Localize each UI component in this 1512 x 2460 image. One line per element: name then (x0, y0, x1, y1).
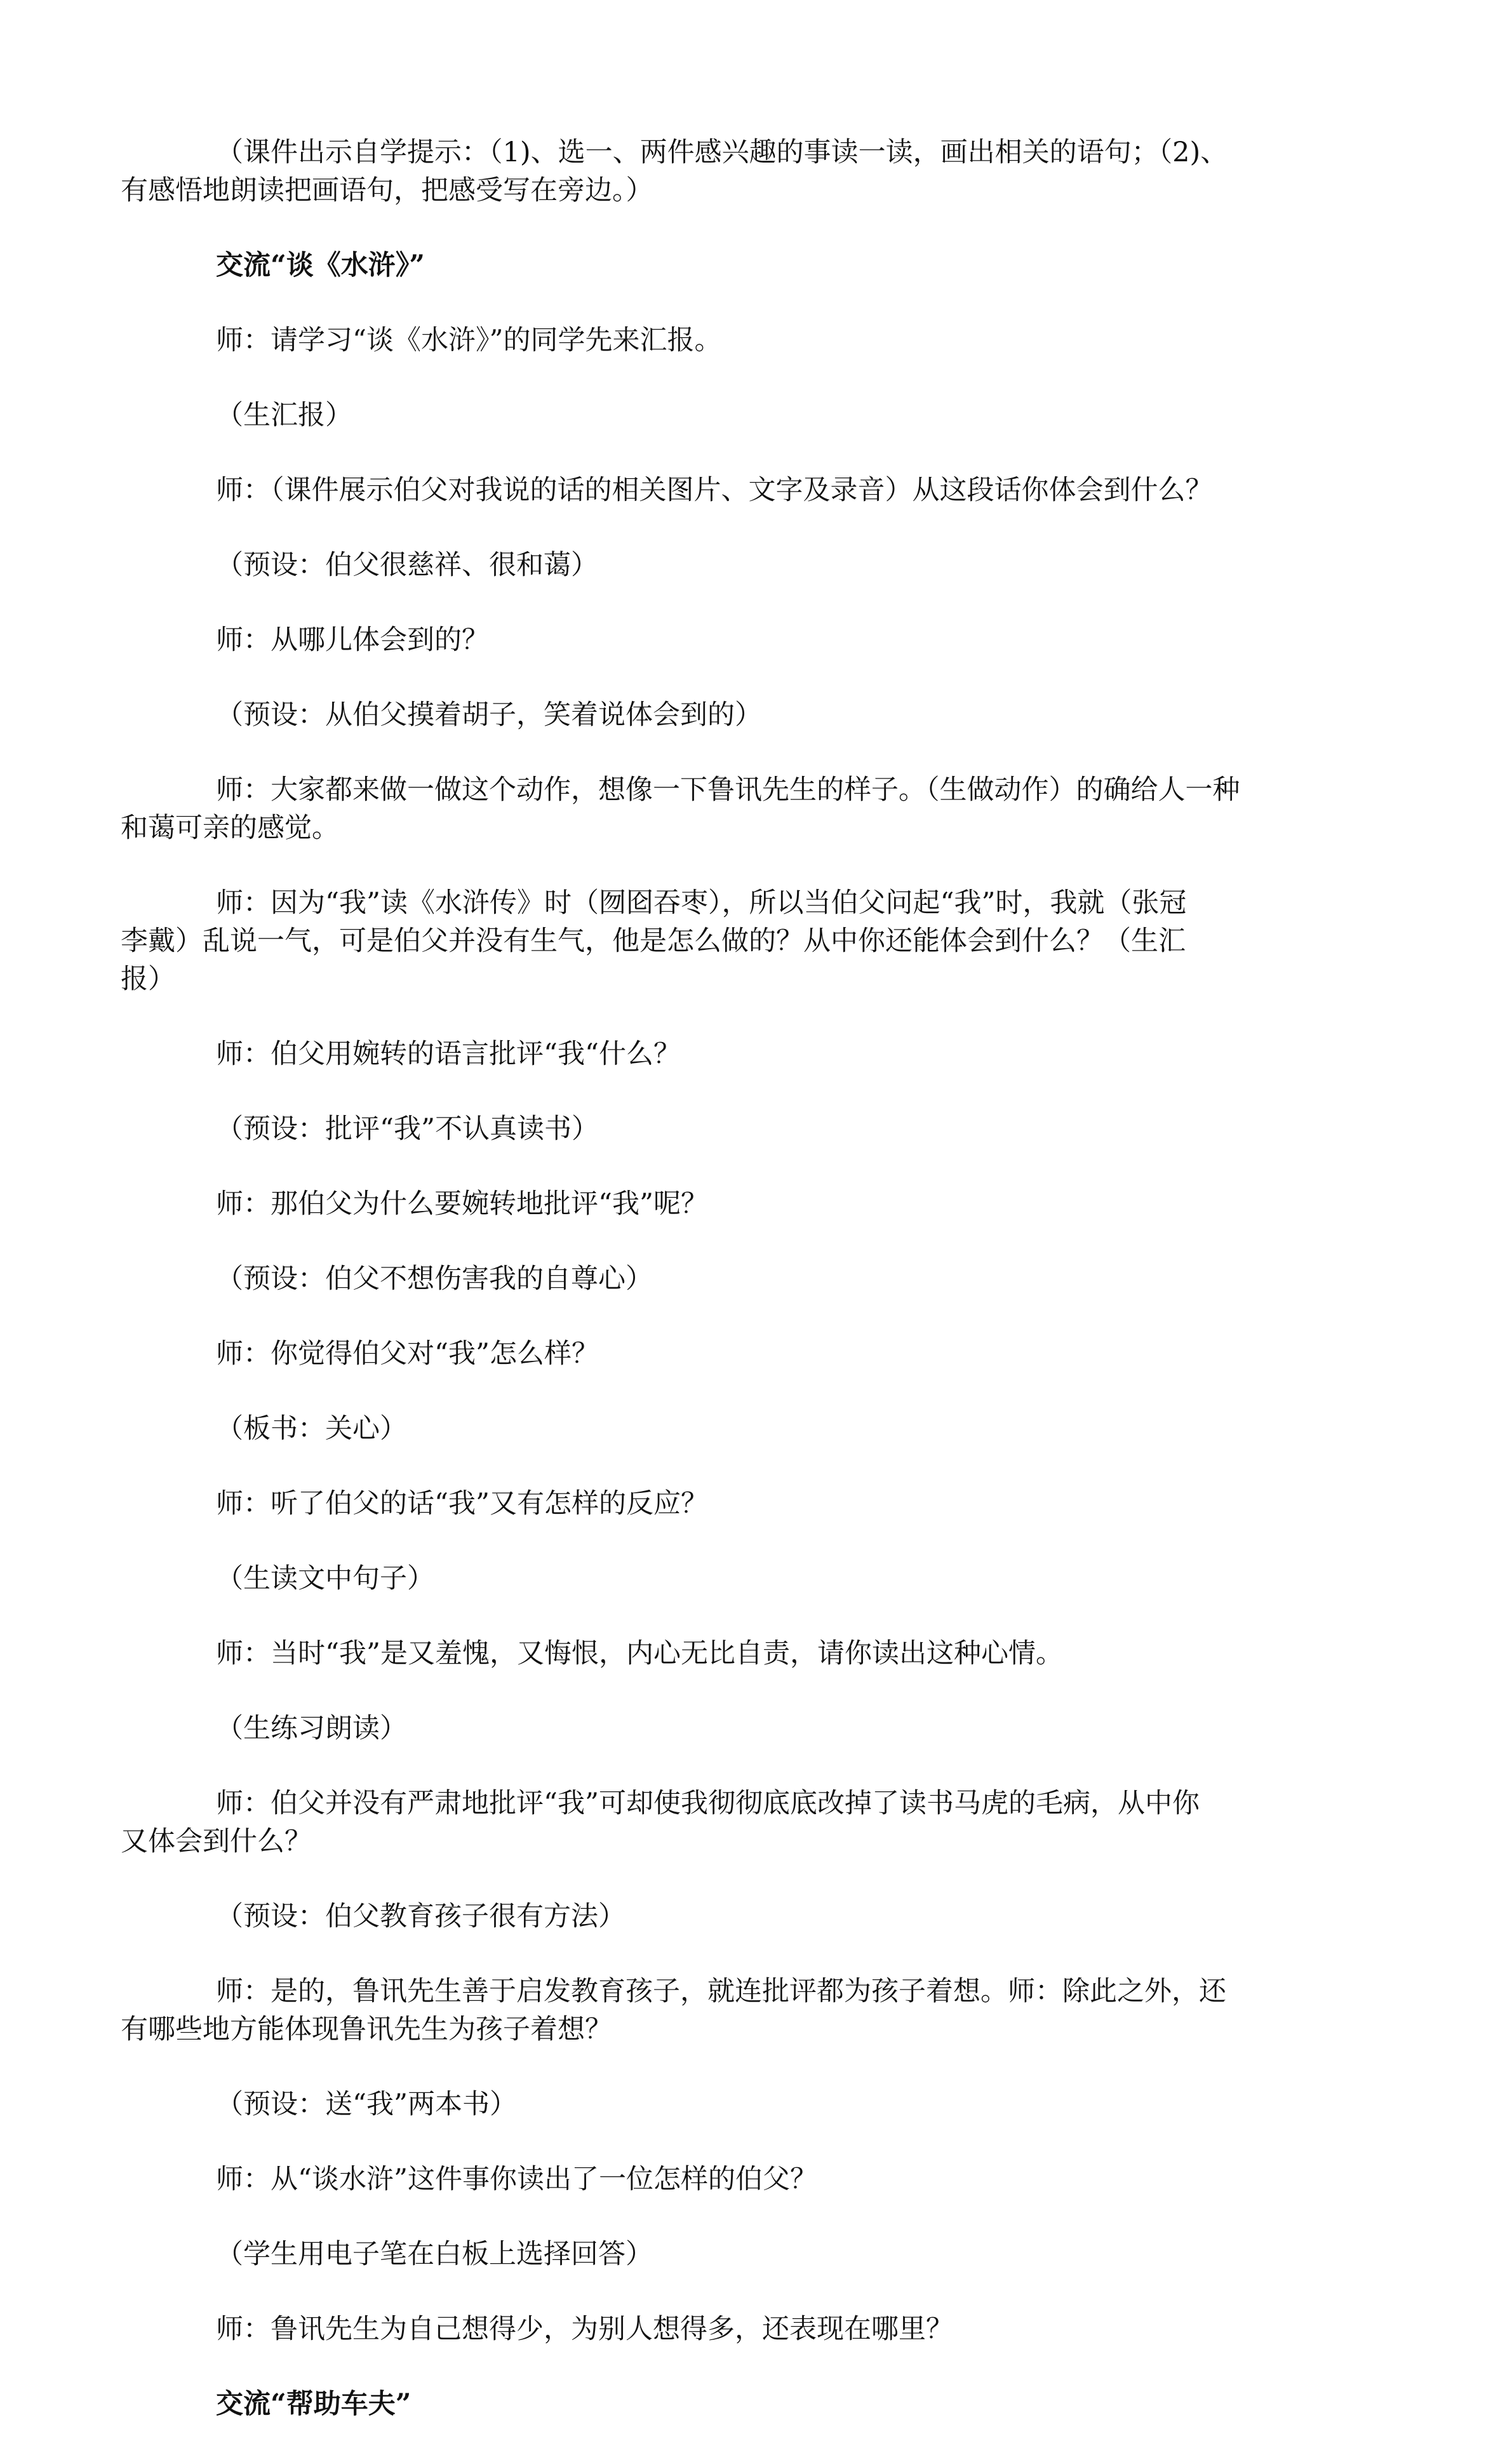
text-line: （学生用电子笔在白板上选择回答） (216, 2238, 653, 2270)
text-line: 有哪些地方能体现鲁讯先生为孩子着想？ (121, 2014, 612, 2045)
text-line: （板书：关心） (216, 1413, 407, 1445)
paragraph (121, 884, 1365, 998)
paragraph (216, 321, 1365, 359)
paragraph (216, 1185, 1365, 1223)
paragraph (216, 2085, 1365, 2123)
paragraph (216, 1709, 1365, 1748)
text-line: （预设：从伯父摸着胡子，笑着说体会到的） (216, 699, 762, 731)
text-line: （预设：送“我”两本书） (216, 2089, 517, 2120)
paragraph (121, 771, 1365, 847)
text-line: 师：鲁讯先生为自己想得少，为别人想得多，还表现在哪里？ (216, 2313, 953, 2345)
text-line: 李戴）乱说一气，可是伯父并没有生气，他是怎么做的？从中你还能体会到什么？（生汇 (121, 925, 1186, 957)
paragraph (121, 1784, 1365, 1861)
paragraph (216, 546, 1365, 584)
paragraph (216, 1485, 1365, 1523)
paragraph (121, 1972, 1365, 2049)
text-line: 师：当时“我”是又羞愧，又悔恨，内心无比自责，请你读出这种心情。 (216, 1638, 1063, 1669)
paragraph (216, 396, 1365, 434)
paragraph (216, 621, 1365, 659)
text-line: （课件出示自学提示：（1)、选一、两件感兴趣的事读一读，画出相关的语句；（2)、 (216, 137, 1228, 168)
text-line: （生读文中句子） (216, 1563, 434, 1594)
paragraph (216, 2310, 1365, 2348)
paragraph (216, 471, 1365, 509)
paragraph (216, 1410, 1365, 1448)
text-line: （生汇报） (216, 399, 352, 431)
document-body (121, 133, 1365, 2460)
text-line: （生练习朗读） (216, 1713, 407, 1744)
text-line: 师：大家都来做一做这个动作，想像一下鲁讯先生的样子。（生做动作）的确给人一种 (216, 774, 1240, 806)
text-line: 师：你觉得伯父对“我”怎么样？ (216, 1338, 599, 1370)
text-line: 报） (121, 963, 175, 995)
text-line: 师：那伯父为什么要婉转地批评“我”呢？ (216, 1188, 708, 1220)
text-line: 交流“谈《水浒》” (216, 250, 425, 281)
text-line: 师：是的，鲁讯先生善于启发教育孩子，就连批评都为孩子着想。师：除此之外，还 (216, 1975, 1226, 2007)
text-line: （预设：批评“我”不认真读书） (216, 1113, 599, 1145)
text-line: 和蔼可亲的感觉。 (121, 812, 339, 844)
section-heading (216, 246, 1365, 284)
text-line: （预设：伯父很慈祥、很和蔼） (216, 549, 598, 581)
text-line: 师：伯父并没有严肃地批评“我”可却使我彻彻底底改掉了读书马虎的毛病，从中你 (216, 1788, 1200, 1819)
paragraph (216, 1335, 1365, 1373)
text-line: 交流“帮助车夫” (216, 2388, 411, 2420)
paragraph (216, 1634, 1365, 1673)
paragraph (216, 1035, 1365, 1073)
paragraph (216, 2160, 1365, 2198)
text-line: 师：（课件展示伯父对我说的话的相关图片、文字及录音）从这段话你体会到什么？ (216, 474, 1213, 506)
text-line: 师：因为“我”读《水浒传》时（囫囵吞枣），所以当伯父问起“我”时，我就（张冠 (216, 887, 1187, 919)
paragraph (121, 133, 1365, 210)
paragraph (216, 1560, 1365, 1598)
section-heading (216, 2385, 1365, 2423)
text-line: 师：请学习“谈《水浒》”的同学先来汇报。 (216, 324, 722, 356)
text-line: 师：伯父用婉转的语言批评“我“什么？ (216, 1038, 681, 1070)
paragraph (216, 696, 1365, 734)
text-line: 师：听了伯父的话“我”又有怎样的反应？ (216, 1488, 708, 1520)
text-line: 有感悟地朗读把画语句，把感受写在旁边。） (121, 175, 653, 206)
text-line: 师：从“谈水浒”这件事你读出了一位怎样的伯父？ (216, 2163, 817, 2195)
paragraph (216, 1110, 1365, 1148)
paragraph (216, 2235, 1365, 2273)
text-line: （预设：伯父不想伤害我的自尊心） (216, 1263, 653, 1295)
text-line: 师：从哪儿体会到的？ (216, 624, 489, 656)
paragraph (216, 1897, 1365, 1935)
paragraph (216, 1260, 1365, 1298)
text-line: 又体会到什么？ (121, 1826, 312, 1857)
text-line: （预设：伯父教育孩子很有方法） (216, 1901, 626, 1932)
